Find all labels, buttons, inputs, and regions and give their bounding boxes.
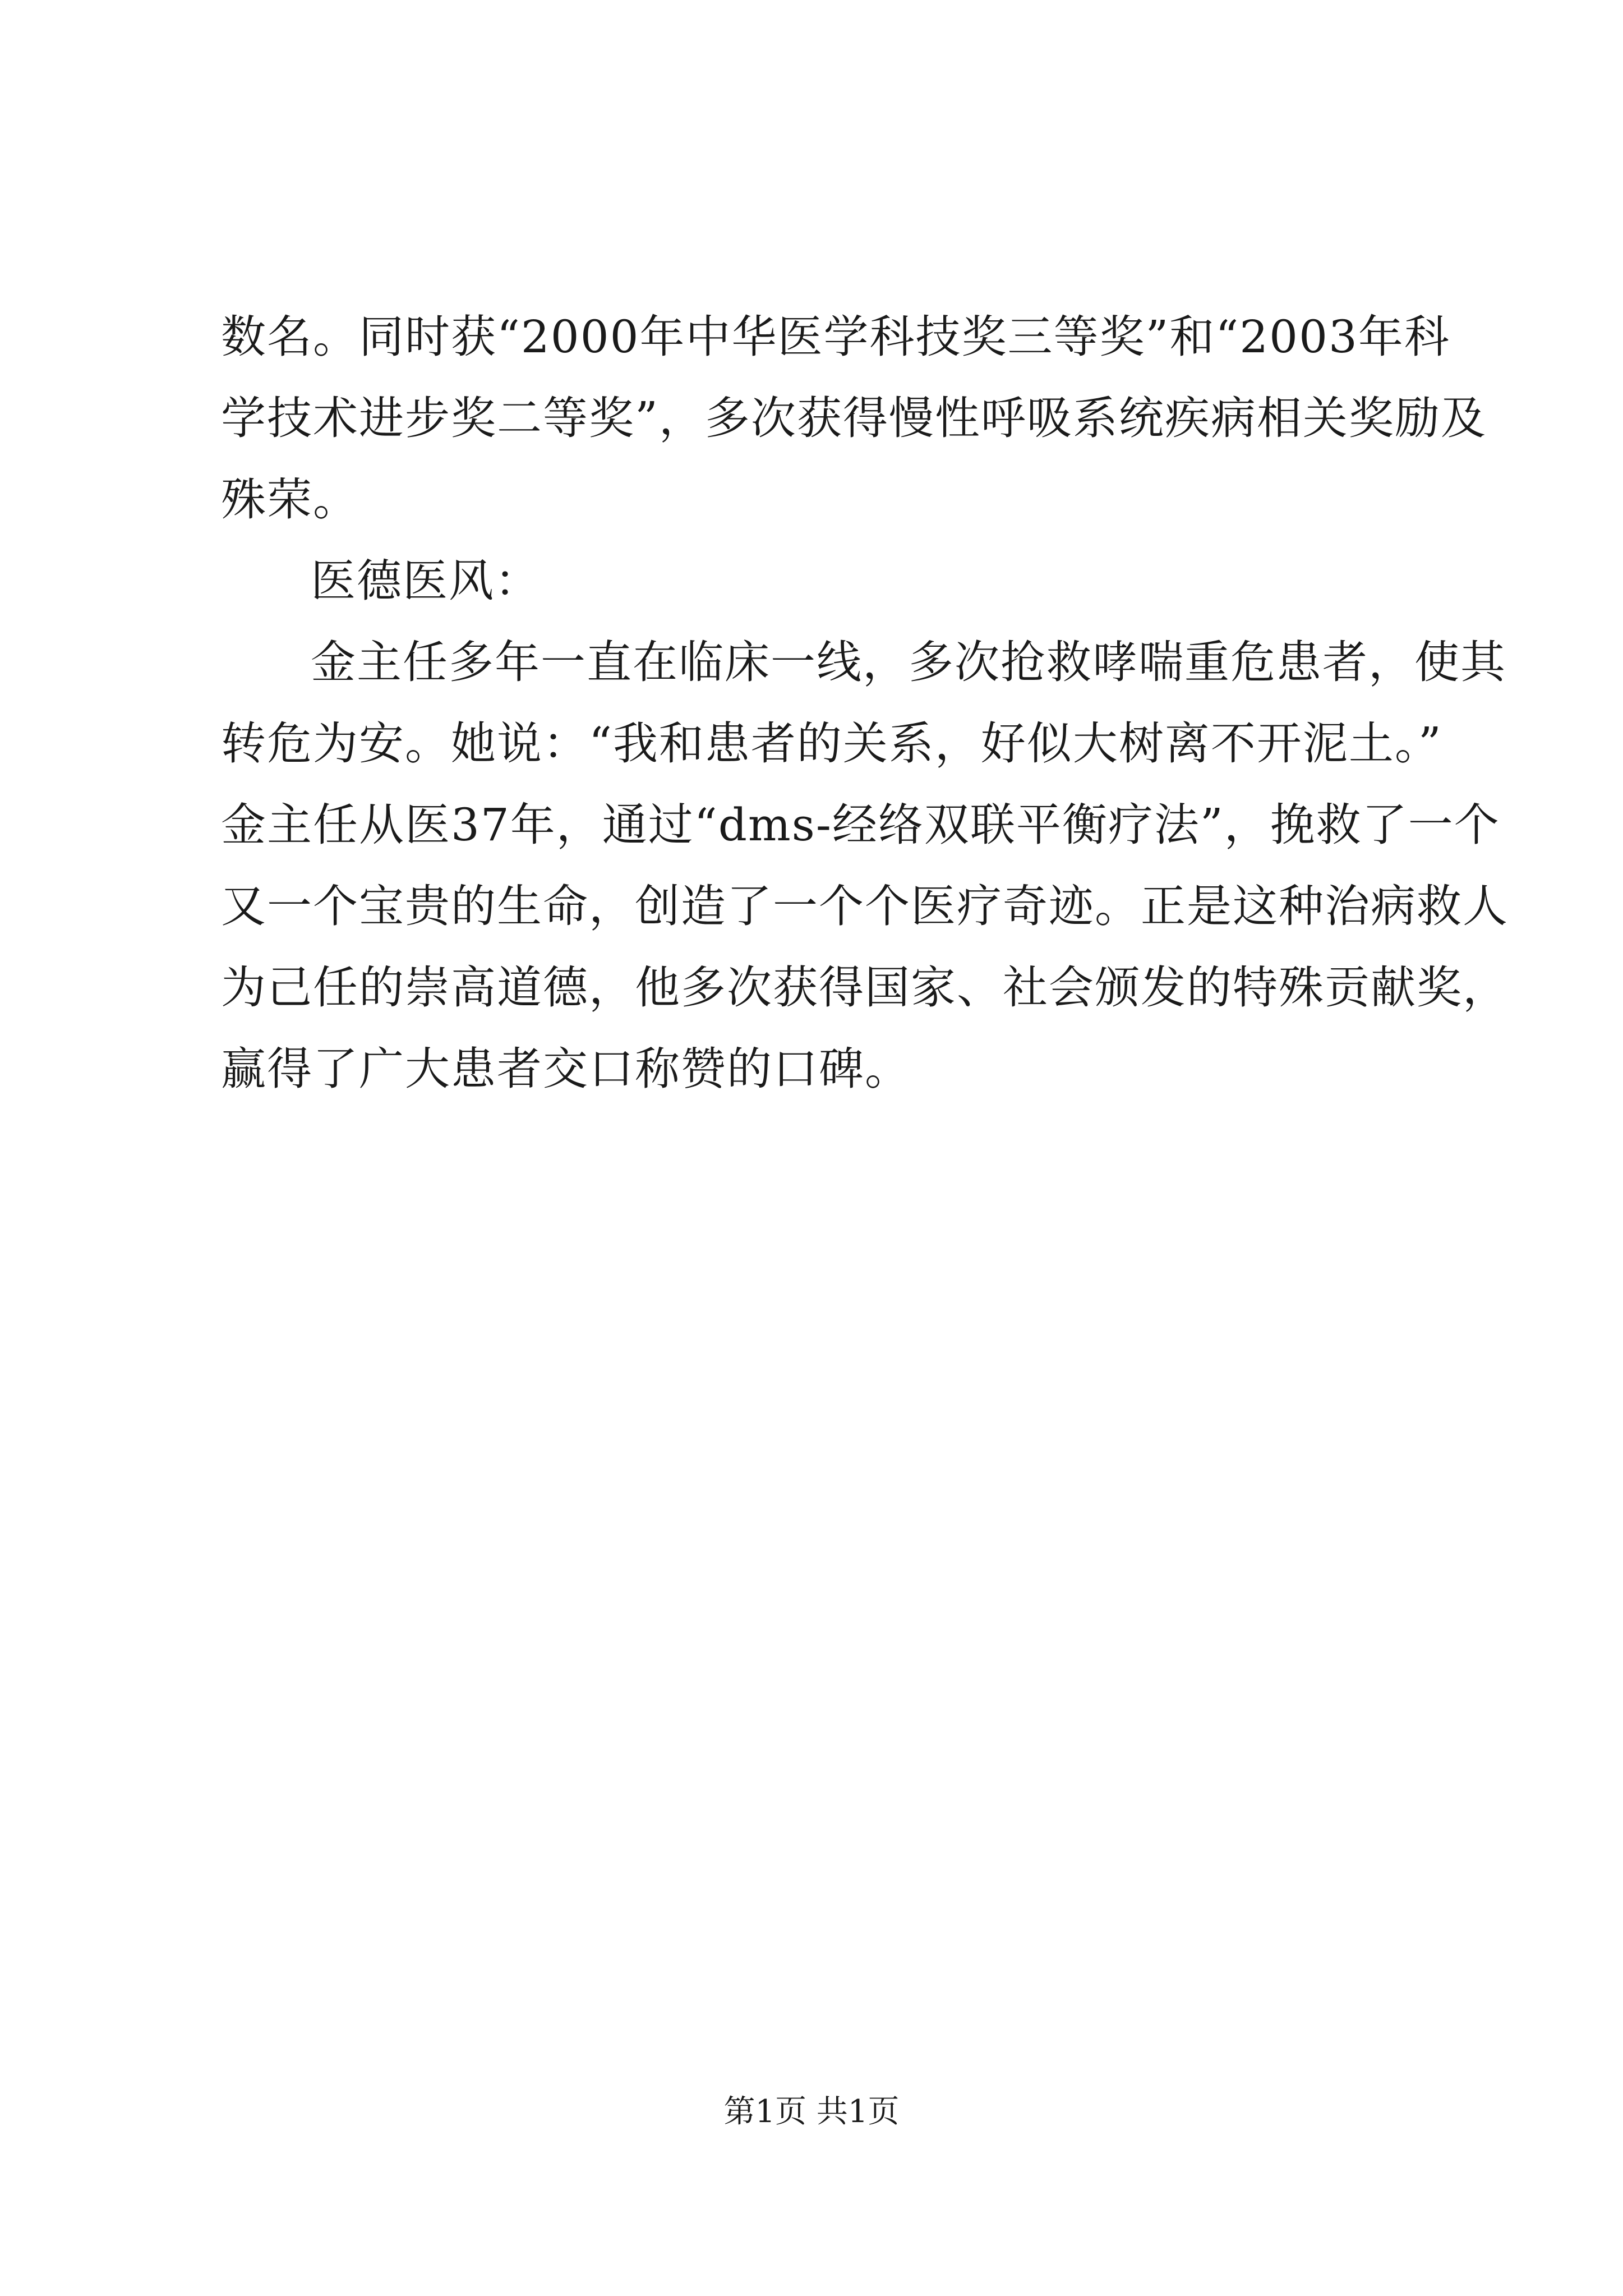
- page-number-footer: 第1页 共1页: [723, 2093, 900, 2130]
- text-line: 为己任的崇高道德，他多次获得国家、社会颁发的特殊贡献奖，: [221, 961, 1509, 1014]
- text-line: 又一个宝贵的生命，创造了一个个医疗奇迹。正是这种治病救人: [221, 880, 1509, 932]
- text-line: 数名。同时获“2000年中华医学科技奖三等奖”和“2003年科: [221, 311, 1450, 363]
- text-line: 学技术进步奖二等奖”，多次获得慢性呼吸系统疾病相关奖励及: [221, 392, 1487, 444]
- text-line: 转危为安。她说：“我和患者的关系，好似大树离不开泥土。”: [221, 717, 1442, 770]
- section-heading: 医德医风：: [311, 555, 541, 607]
- text-line: 金主任从医37年，通过“dms-经络双联平衡疗法”，挽救了一个: [221, 799, 1500, 851]
- text-line: 金主任多年一直在临床一线，多次抢救哮喘重危患者，使其: [311, 636, 1506, 688]
- text-line: 赢得了广大患者交口称赞的口碑。: [221, 1043, 911, 1095]
- document-body: [221, 296, 1509, 1110]
- text-line: 殊荣。: [221, 473, 359, 526]
